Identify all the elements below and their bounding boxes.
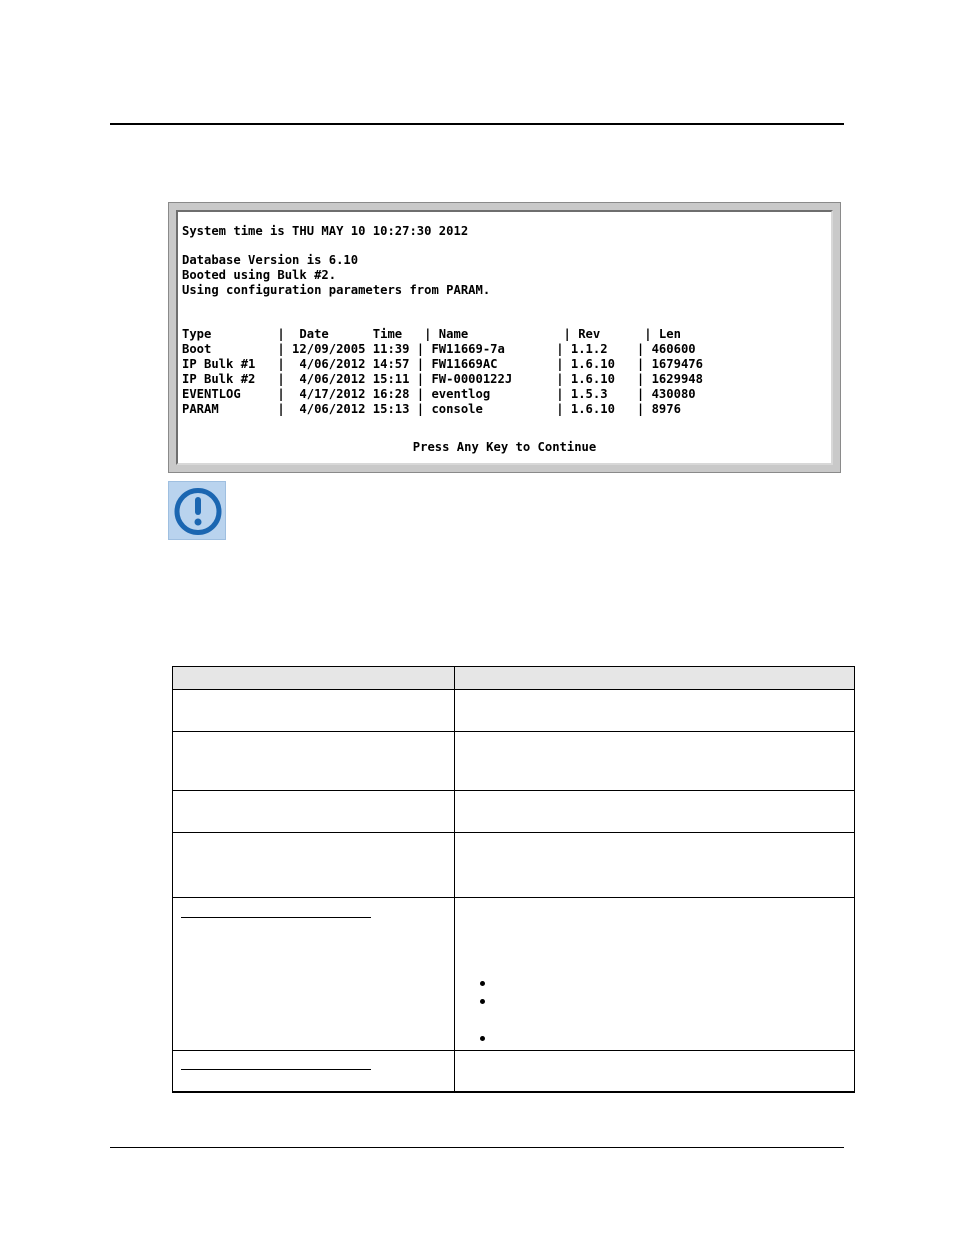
table-row [173, 791, 855, 833]
description-table [172, 666, 855, 1093]
terminal-continue-prompt: Press Any Key to Continue [412, 440, 597, 454]
table-cell [173, 833, 455, 898]
bullet-point [480, 1036, 485, 1041]
table-row [173, 732, 855, 791]
table-cell [455, 833, 855, 898]
table-cell [173, 898, 455, 1051]
table-cell [455, 1051, 855, 1093]
table-cell [455, 898, 855, 1051]
bottom-rule [110, 1147, 844, 1148]
terminal-table-row: IP Bulk #2 | 4/06/2012 15:11 | FW-0000122J | 1.6.10 | 1629948 [182, 372, 703, 386]
table-header-row [173, 667, 855, 690]
bullet-point [480, 981, 485, 986]
top-rule [110, 123, 844, 125]
table-cell [173, 1051, 455, 1093]
terminal-table-header: Type | Date Time | Name | Rev | Len [182, 327, 681, 341]
table-cell [173, 791, 455, 833]
underline-rule [181, 917, 371, 918]
underline-rule [181, 1069, 371, 1070]
table-row [173, 690, 855, 732]
table-cell [173, 690, 455, 732]
table-cell [455, 732, 855, 791]
terminal-booted: Booted using Bulk #2. [182, 268, 337, 282]
exclamation-circle-icon [168, 481, 226, 540]
terminal-table-row: Boot | 12/09/2005 11:39 | FW11669-7a | 1.1.2 | 460600 [182, 342, 696, 356]
table-cell [173, 732, 455, 791]
terminal-table-row: PARAM | 4/06/2012 15:13 | console | 1.6.10 | 8976 [182, 402, 681, 416]
terminal-system-time: System time is THU MAY 10 10:27:30 2012 [182, 224, 469, 238]
terminal-db-version: Database Version is 6.10 [182, 253, 359, 267]
table-header-cell [173, 667, 455, 690]
table-cell [455, 690, 855, 732]
terminal-table-row: EVENTLOG | 4/17/2012 16:28 | eventlog | 1.5.3 | 430080 [182, 387, 696, 401]
terminal-config: Using configuration parameters from PARAM. [182, 283, 491, 297]
terminal-screenshot [168, 202, 841, 473]
bullet-point [480, 999, 485, 1004]
table-row [173, 1051, 855, 1093]
table-row [173, 833, 855, 898]
table-header-cell [455, 667, 855, 690]
terminal-screen [176, 210, 833, 465]
table-cell [455, 791, 855, 833]
terminal-table-row: IP Bulk #1 | 4/06/2012 14:57 | FW11669AC | 1.6.10 | 1679476 [182, 357, 703, 371]
table-row [173, 898, 855, 1051]
